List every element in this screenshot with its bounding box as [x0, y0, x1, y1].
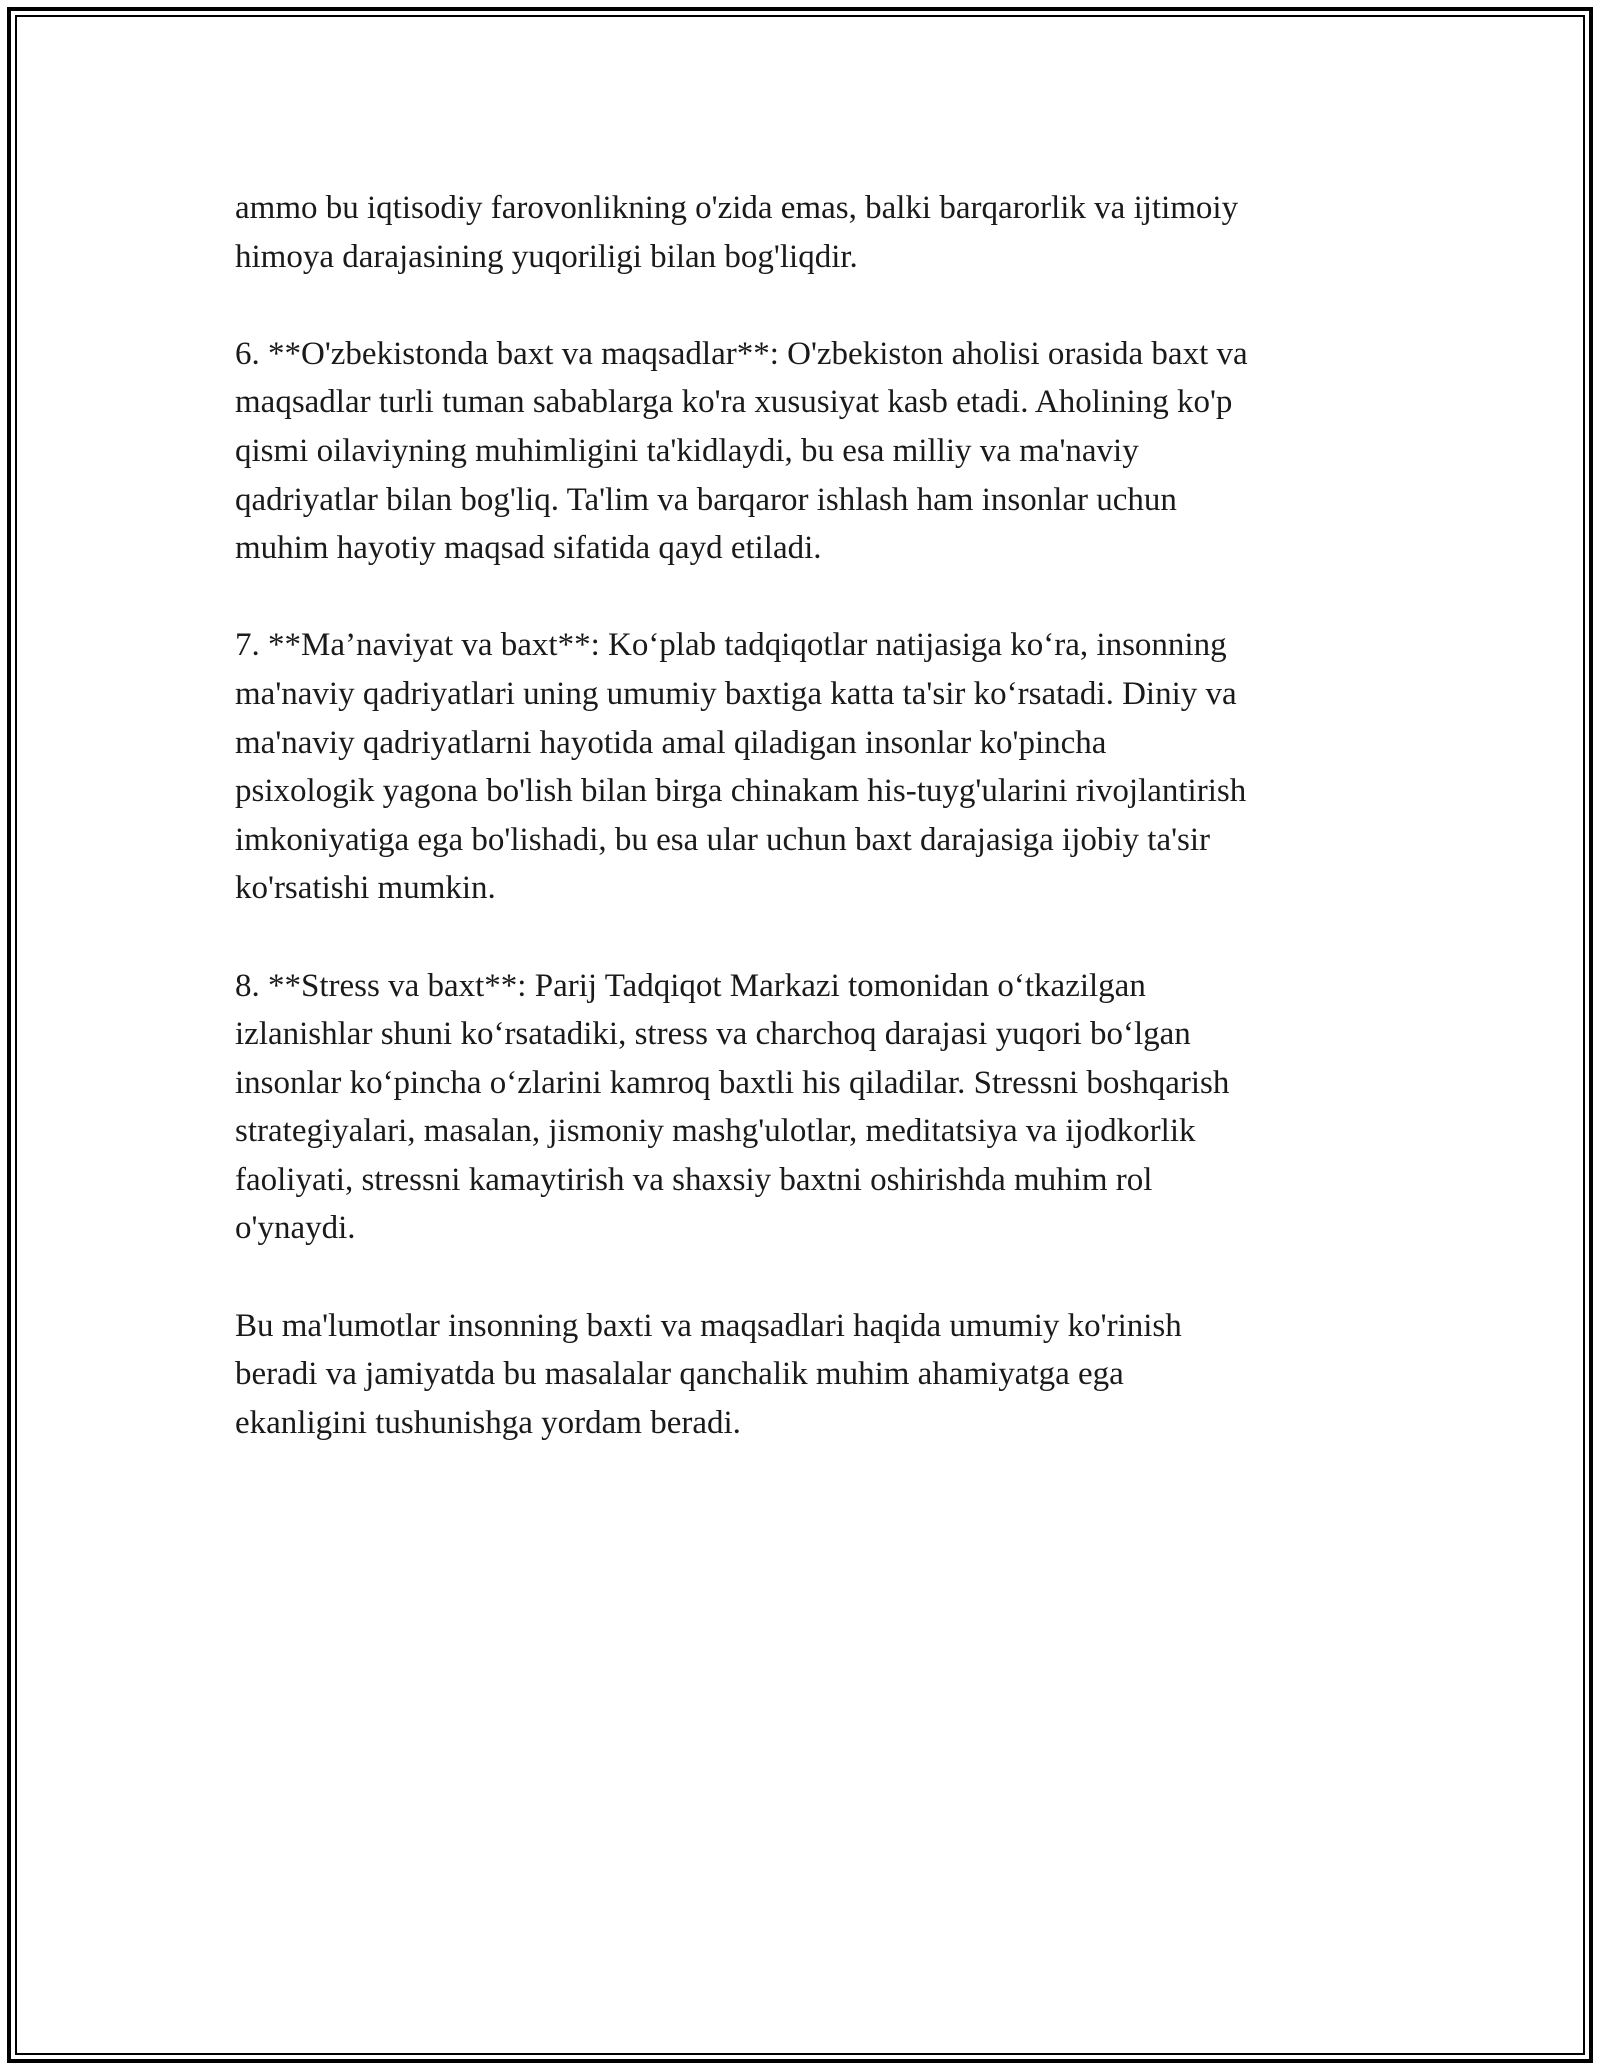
document-body [235, 184, 1395, 1447]
paragraph-item-8: 8. **Stress va baxt**: Parij Tadqiqot Markazi tomonidan o‘tkazilgan izlanishlar shuni ko‘rsatadiki, stress va charchoq darajasi yuqori bo‘lgan insonlar ko‘pincha o‘zlarini kamroq baxtli his qiladilar. Stressni boshqarish strategiyalari, masalan, jismoniy mashg'ulotlar, meditatsiya va ijodkorlik faoliyati, stressni kamaytirish va shaxsiy baxtni oshirishda muhim rol o'ynaydi. [235, 967, 1230, 1247]
paragraph-item-7: 7. **Ma’naviyat va baxt**: Ko‘plab tadqiqotlar natijasiga ko‘ra, insonning ma'naviy qadriyatlari uning umumiy baxtiga katta ta'sir ko‘rsatadi. Diniy va ma'naviy qadriyatlarni hayotida amal qiladigan insonlar ko'pincha psixologik yagona bo'lish bilan birga chinakam his-tuyg'ularini rivojlantirish imkoniyatiga ega bo'lishadi, bu esa ular uchun baxt darajasiga ijobiy ta'sir ko'rsatishi mumkin. [235, 627, 1247, 907]
paragraph-continuation: ammo bu iqtisodiy farovonlikning o'zida emas, balki barqarorlik va ijtimoiy himoya darajasining yuqoriligi bilan bog'liqdir. [235, 190, 1239, 275]
paragraph-conclusion: Bu ma'lumotlar insonning baxti va maqsadlari haqida umumiy ko'rinish beradi va jamiyatda bu masalalar qanchalik muhim ahamiyatga ega ekanligini tushunishga yordam beradi. [235, 1307, 1182, 1441]
paragraph-item-6: 6. **O'zbekistonda baxt va maqsadlar**: O'zbekiston aholisi orasida baxt va maqsadlar turli tuman sabablarga ko'ra xususiyat kasb etadi. Aholining ko'p qismi oilaviyning muhimligini ta'kidlaydi, bu esa milliy va ma'naviy qadriyatlar bilan bog'liq. Ta'lim va barqaror ishlash ham insonlar uchun muhim hayotiy maqsad sifatida qayd etiladi. [235, 335, 1248, 567]
